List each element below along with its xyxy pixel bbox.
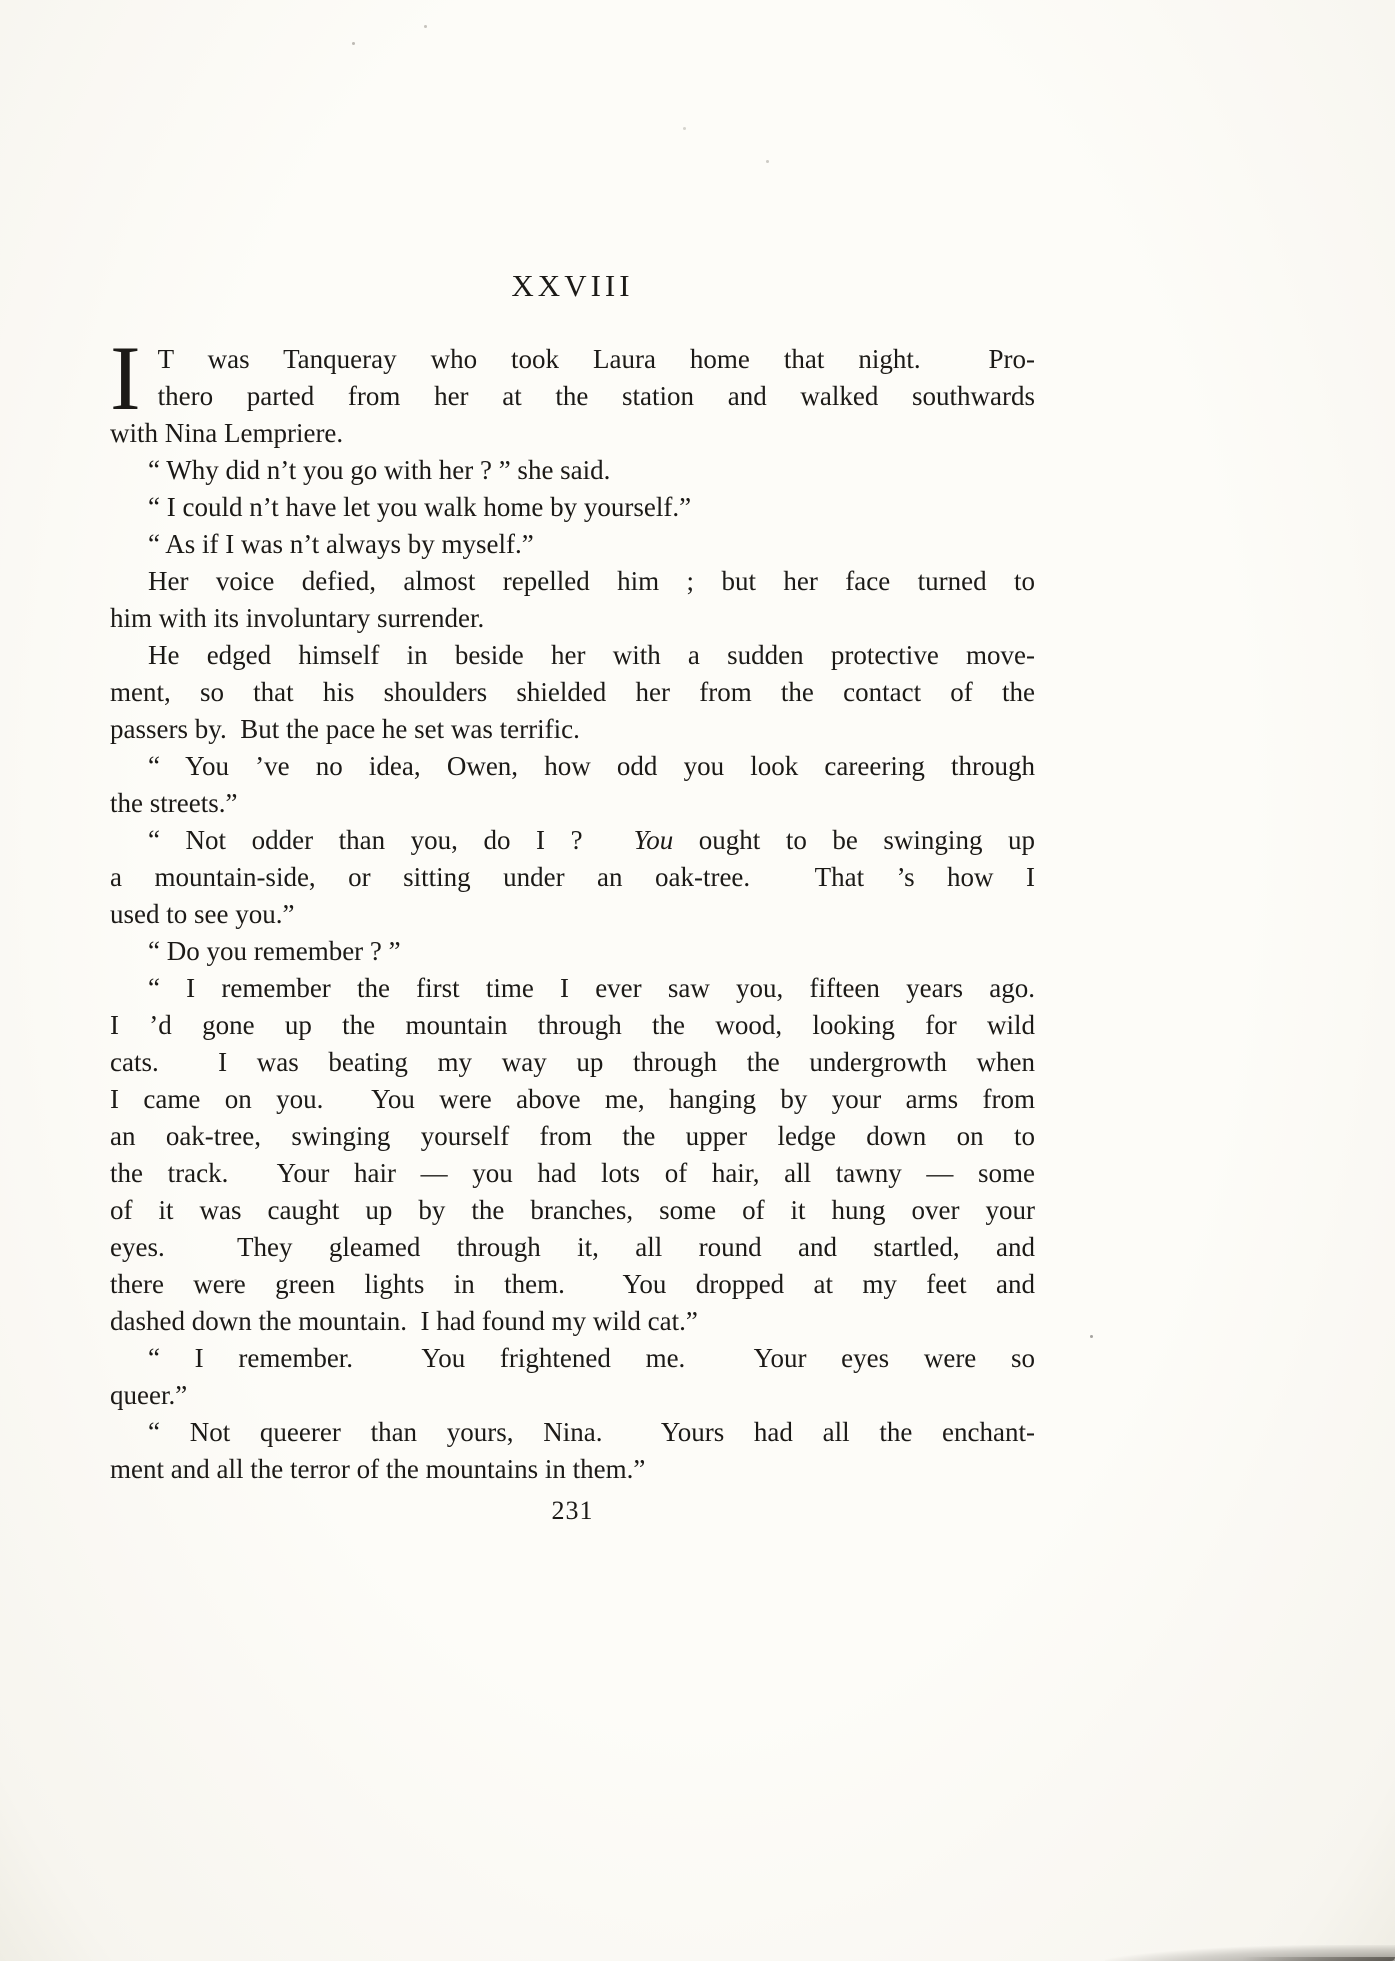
paragraph [110,489,1035,526]
scan-edge-line [1225,1957,1395,1961]
text-line: an oak-tree, swinging yourself from the upper ledge down on to [110,1121,1035,1151]
text-line: queer.” [110,1380,188,1410]
text-line: “ I could n’t have let you walk home by yourself.” [148,492,692,522]
text-line: with Nina Lempriere. [110,418,344,448]
text-line: I ’d gone up the mountain through the wood, looking for wild [110,1010,1035,1040]
drop-cap: I [110,327,141,429]
paragraph [110,970,1035,1340]
text-line: the track. Your hair — you had lots of hair, all tawny — some [110,1158,1035,1188]
text-line: him with its involuntary surrender. [110,603,485,633]
text-line: I came on you. You were above me, hanging by your arms from [110,1084,1035,1114]
text-line: “ As if I was n’t always by myself.” [148,529,534,559]
paragraph [110,1414,1035,1488]
text-segment: ought to be swinging up [673,825,1035,855]
text-line: “ Not queerer than yours, Nina. Yours had all the enchant- [148,1417,1035,1447]
text-line: dashed down the mountain. I had found my wild cat.” [110,1306,698,1336]
text-line: “ You ’ve no idea, Owen, how odd you look careering through [148,751,1035,781]
paragraph [110,748,1035,822]
italic-text: You [633,825,674,855]
text-line: of it was caught up by the branches, some of it hung over your [110,1195,1035,1225]
scan-speck [352,42,355,45]
text-line: there were green lights in them. You dropped at my feet and [110,1269,1035,1299]
text-line: “ I remember the first time I ever saw you, fifteen years ago. [148,973,1035,1003]
text-line: ment and all the terror of the mountains in them.” [110,1454,646,1484]
text-line: a mountain-side, or sitting under an oak-tree. That ’s how I [110,862,1035,892]
paragraph [110,637,1035,748]
text-line: He edged himself in beside her with a sudden protective move- [148,640,1035,670]
text-line: thero parted from her at the station and walked southwards [157,381,1035,411]
text-line: used to see you.” [110,899,295,929]
text-line: “ Why did n’t you go with her ? ” she said. [148,455,611,485]
text-line: “ Do you remember ? ” [148,936,401,966]
paragraph [110,452,1035,489]
text-line: “ I remember. You frightened me. Your eyes were so [148,1343,1035,1373]
text-line: T was Tanqueray who took Laura home that night. Pro- [157,344,1035,374]
text-line: the streets.” [110,788,238,818]
paragraph [110,1340,1035,1414]
text-block [110,327,1035,1488]
text-line [110,822,1035,859]
text-segment: “ Not odder than you, do I ? [148,825,634,855]
text-line: ment, so that his shoulders shielded her from the contact of the [110,677,1035,707]
paragraph [110,526,1035,563]
text-line: passers by. But the pace he set was terrific. [110,714,580,744]
paragraph [110,933,1035,970]
text-line: Her voice defied, almost repelled him ; but her face turned to [148,566,1035,596]
chapter-heading: XXVIII [511,268,634,303]
text-line: cats. I was beating my way up through the undergrowth when [110,1047,1035,1077]
paragraph [110,822,1035,933]
page-number: 231 [551,1496,594,1525]
text-line: eyes. They gleamed through it, all round and startled, and [110,1232,1035,1262]
paragraph [110,563,1035,637]
paragraph [110,327,1035,452]
